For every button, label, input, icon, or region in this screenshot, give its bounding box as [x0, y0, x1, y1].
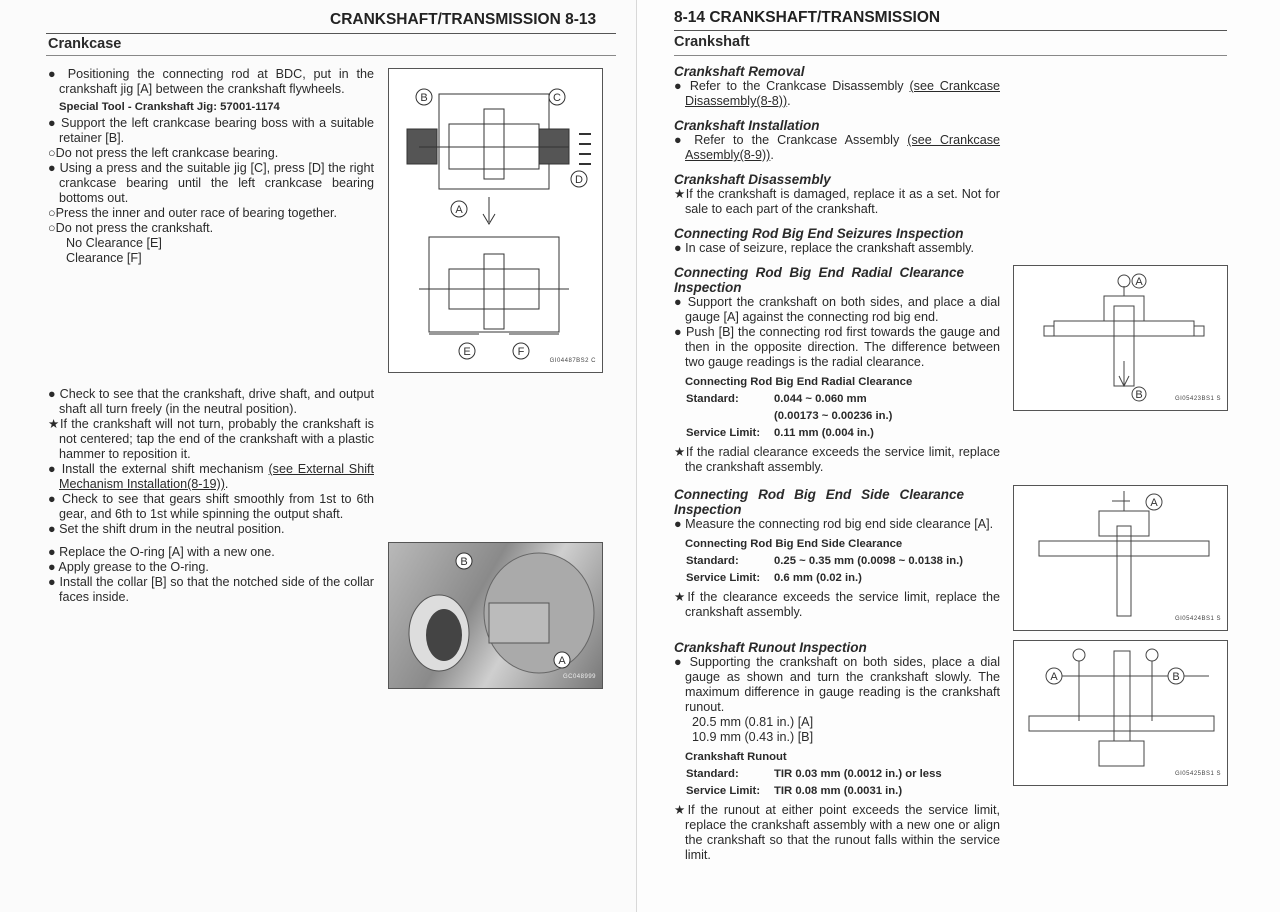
header-rule: [46, 33, 616, 34]
side-clearance-diagram: [1013, 485, 1228, 631]
step: Install the collar [B] so that the notched side of the collar faces inside.: [59, 575, 375, 604]
bullet: ●: [48, 492, 58, 506]
bullet: ●: [674, 325, 683, 339]
bullet: ●: [48, 560, 56, 574]
spec-label: Standard:: [686, 555, 739, 567]
step: In case of seizure, replace the crankshaft assembly.: [685, 241, 974, 255]
section-title: Crankcase: [48, 36, 122, 52]
step: Measure the connecting rod big end side clearance [A].: [685, 517, 994, 531]
photo-drawing: [389, 543, 602, 688]
figure-code: GI05424BS1 S: [1174, 616, 1221, 622]
step: If the crankshaft will not turn, probably the crankshaft is not centered; tap the end of the crankshaft with a plastic hammer to reposition it.: [59, 417, 374, 461]
star-icon: ★: [674, 187, 686, 201]
bullet: ●: [674, 241, 682, 255]
section-title: Crankshaft: [674, 34, 750, 50]
section-rule: [46, 55, 616, 56]
star-icon: ★: [674, 803, 688, 817]
page-header: 8-14 CRANKSHAFT/TRANSMISSION: [674, 9, 941, 26]
callout-label: A: [1050, 671, 1058, 683]
step: Supporting the crankshaft on both sides, place a dial gauge as shown and turn the crankshaft slowly. The maximum difference in gauge reading is the crankshaft runout.: [685, 655, 1001, 714]
special-tool: Special Tool - Crankshaft Jig: 57001-1174: [59, 101, 280, 113]
step: Apply grease to the O-ring.: [58, 560, 209, 574]
bullet: ●: [674, 133, 687, 147]
spec-value: 0.25 ~ 0.35 mm (0.0098 ~ 0.0138 in.): [774, 555, 964, 567]
left-page: [0, 0, 636, 912]
spec-label: Service Limit:: [686, 427, 761, 439]
diagram-drawing: [1014, 266, 1227, 410]
legend-item: No Clearance [E]: [66, 236, 162, 250]
runout-value: 20.5 mm (0.81 in.) [A]: [692, 715, 814, 729]
step: Replace the O-ring [A] with a new one.: [59, 545, 275, 559]
figure-code: GI04487BS2 C: [549, 358, 596, 364]
subsection-title: Connecting Rod Big End Radial Clearance Inspection: [674, 265, 964, 295]
step: Support the crankshaft on both sides, and place a dial gauge [A] against the connecting rod big end.: [685, 295, 1001, 324]
step: Press the inner and outer race of bearing together.: [55, 206, 338, 220]
callout-label: F: [517, 346, 525, 358]
note: If the runout at either point exceeds the service limit, replace the crankshaft assembly with a new one or align the crankshaft so that the runout falls within the service limit.: [685, 803, 1000, 862]
step: Refer to the Crankcase Disassembly: [689, 79, 910, 93]
step: Do not press the crankshaft.: [55, 221, 214, 235]
crankcase-press-diagram: [388, 68, 603, 373]
callout-label: B: [420, 92, 428, 104]
content-column: [674, 58, 1000, 863]
cross-reference-link[interactable]: (see Crankcase Disassembly(8-8)): [685, 79, 1000, 108]
bullet: ●: [48, 67, 60, 81]
spec-label: Standard:: [686, 393, 739, 405]
runout-diagram: [1013, 640, 1228, 786]
spec-title: Connecting Rod Big End Radial Clearance: [685, 376, 913, 388]
note: If the clearance exceeds the service limit, replace the crankshaft assembly.: [685, 590, 1000, 619]
spec-label: Service Limit:: [686, 785, 761, 797]
step: Install the external shift mechanism: [61, 462, 269, 476]
step: Positioning the connecting rod at BDC, put in the crankshaft jig [A] between the crankshaft flywheels.: [59, 67, 374, 96]
bullet: ●: [674, 295, 683, 309]
subsection-title: Crankshaft Disassembly: [674, 172, 831, 187]
spec-value: 0.11 mm (0.004 in.): [774, 427, 874, 439]
callout-label: B: [1135, 389, 1143, 401]
legend-item: Clearance [F]: [66, 251, 142, 265]
sub-bullet: ○: [48, 221, 56, 235]
procedure-block-3: [48, 545, 374, 605]
step: Refer to the Crankcase Assembly: [694, 133, 908, 147]
spec-title: Connecting Rod Big End Side Clearance: [685, 538, 903, 550]
punct: .: [787, 94, 791, 108]
radial-clearance-diagram: [1013, 265, 1228, 411]
sub-bullet: ○: [48, 146, 56, 160]
runout-value: 10.9 mm (0.43 in.) [B]: [692, 730, 814, 744]
figure-code: GC048999: [562, 674, 596, 680]
spec-table: [674, 374, 1000, 442]
punct: .: [770, 148, 774, 162]
bullet: ●: [674, 517, 682, 531]
step: Check to see that the crankshaft, drive shaft, and output shaft all turn freely (in the neutral position).: [59, 387, 375, 416]
callout-label: A: [1150, 497, 1158, 509]
callout-label: D: [575, 174, 583, 186]
bullet: ●: [48, 161, 56, 175]
header-rule: [674, 30, 1227, 31]
step: If the crankshaft is damaged, replace it as a set. Not for sale to each part of the crankshaft.: [685, 187, 1000, 216]
collar-photo: [388, 542, 603, 689]
step: Set the shift drum in the neutral position.: [59, 522, 285, 536]
star-icon: ★: [674, 590, 688, 604]
cross-reference-link[interactable]: (see Crankcase Assembly(8-9)): [685, 133, 1001, 162]
spec-table: [674, 536, 1000, 587]
step: Check to see that gears shift smoothly from 1st to 6th gear, and 6th to 1st while spinning the output shaft.: [59, 492, 374, 521]
callout-label: E: [463, 346, 471, 358]
callout-label: A: [1135, 276, 1143, 288]
sub-bullet: ○: [48, 206, 56, 220]
figure-code: GI05425BS1 S: [1174, 771, 1221, 777]
diagram-drawing: [389, 69, 602, 372]
bullet: ●: [48, 387, 56, 401]
bullet: ●: [674, 655, 684, 669]
spec-label: Standard:: [686, 768, 739, 780]
callout-label: B: [1172, 671, 1180, 683]
bullet: ●: [48, 462, 57, 476]
subsection-title: Crankshaft Removal: [674, 64, 805, 79]
bullet: ●: [48, 116, 57, 130]
spec-value: 0.044 ~ 0.060 mm: [774, 393, 867, 405]
spec-value: TIR 0.03 mm (0.0012 in.) or less: [774, 768, 942, 780]
subsection-title: Connecting Rod Big End Side Clearance Inspection: [674, 487, 964, 517]
spec-title: Crankshaft Runout: [685, 751, 787, 763]
right-page: [637, 0, 1280, 912]
bullet: ●: [674, 79, 684, 93]
step: Support the left crankcase bearing boss with a suitable retainer [B].: [59, 116, 374, 145]
note: If the radial clearance exceeds the service limit, replace the crankshaft assembly.: [685, 445, 1000, 474]
callout-label: C: [553, 92, 561, 104]
star-icon: ★: [674, 445, 686, 459]
spec-value: TIR 0.08 mm (0.0031 in.): [774, 785, 903, 797]
subsection-title: Connecting Rod Big End Seizures Inspection: [674, 226, 964, 241]
subsection-title: Crankshaft Runout Inspection: [674, 640, 867, 655]
procedure-block-1: [48, 67, 374, 266]
spec-value: (0.00173 ~ 0.00236 in.): [774, 410, 893, 422]
procedure-block-2: [48, 387, 374, 537]
callout-label: B: [460, 556, 468, 568]
step: Do not press the left crankcase bearing.: [55, 146, 279, 160]
spec-value: 0.6 mm (0.02 in.): [774, 572, 862, 584]
page-header: CRANKSHAFT/TRANSMISSION 8-13: [330, 11, 597, 28]
bullet: ●: [48, 522, 56, 536]
spec-label: Service Limit:: [686, 572, 761, 584]
section-rule: [674, 55, 1227, 56]
diagram-drawing: [1014, 641, 1227, 785]
callout-label: A: [558, 655, 566, 667]
spec-table: [674, 749, 1000, 800]
bullet: ●: [48, 545, 56, 559]
diagram-drawing: [1014, 486, 1227, 630]
subsection-title: Crankshaft Installation: [674, 118, 820, 133]
bullet: ●: [48, 575, 56, 589]
figure-code: GI05423BS1 S: [1174, 396, 1221, 402]
step: Push [B] the connecting rod first towards the gauge and then in the opposite direction. The difference between two gauge readings is the radial clearance.: [685, 325, 1001, 369]
punct: .: [224, 477, 229, 491]
star-icon: ★: [48, 417, 61, 431]
callout-label: A: [455, 204, 463, 216]
cross-reference-link[interactable]: (see External Shift Mechanism Installation(8-19)): [59, 462, 374, 491]
step: Using a press and the suitable jig [C], press [D] the right crankcase bearing until the left crankcase bearing bottoms out.: [59, 161, 375, 205]
